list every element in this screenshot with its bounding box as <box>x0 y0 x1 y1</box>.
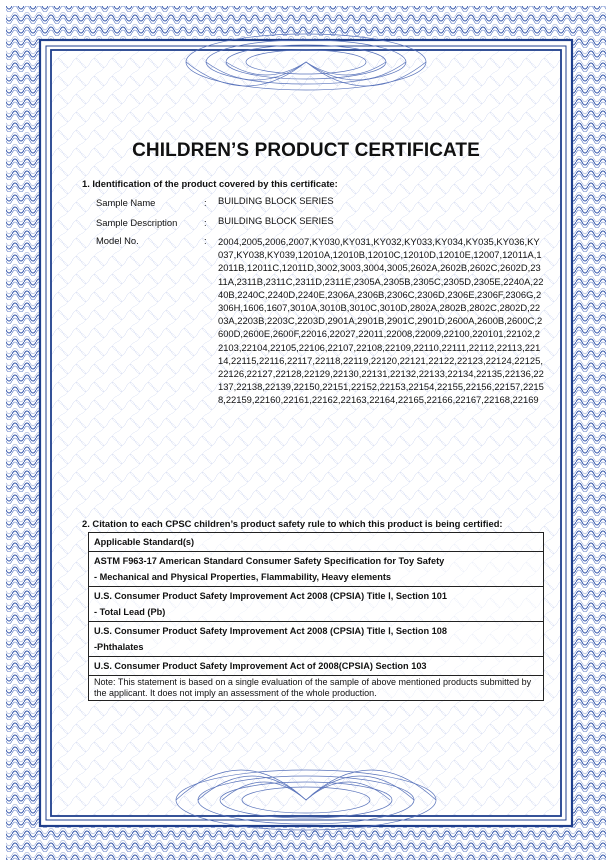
table-row <box>89 622 544 657</box>
applicable-standards-header: Applicable Standard(s) <box>94 537 195 547</box>
sample-name-label: Sample Name <box>96 197 156 208</box>
standard-cell <box>89 552 544 587</box>
model-no-label: Model No. <box>96 235 139 246</box>
standard-cell <box>89 622 544 657</box>
sample-name-colon: : <box>204 197 207 208</box>
standard-line: U.S. Consumer Product Safety Improvement Act 2008 (CPSIA) Title Ⅰ, Section 108 <box>94 626 447 636</box>
standard-subline: - Mechanical and Physical Properties, Flammability, Heavy elements <box>94 572 392 582</box>
model-no-value: 2004,2005,2006,2007,KY030,KY031,KY032,KY033,KY034,KY035,KY036,KY037,KY038,KY039,12010A,12010B,12010C,12010D,12010E,12007,12011A,12011B,12011C,12011D,3002,3003,3004,3005,2602A,2602B,2602C,2602D,2311A,2311B,2311C,2311D,2311E,2305A,2305B,2305C,2305D,2305E,2240A,2240B,2240C,2240D,2240E,2306A,2306B,2306C,2306D,2306E,2306F,2306G,2306H,1606,1607,3010A,3010B,3010C,3010D,2802A,2802B,2802C,2802D,2203A,2203B,2203C,2203D,2901A,2901B,2901C,2901D,2600A,2600B,2600C,2600D,2600E,2600F,22016,22027,22011,22008,22009,22100,220101,22102,22103,22104,22105,22106,22107,22108,22109,22110,22111,22112,22113,22114,22115,22116,22117,22118,22119,22120,22121,22122,22123,22124,22125,22126,22127,22128,22129,22130,22131,22132,22133,22134,22135,22136,22137,22138,22139,22150,22151,22152,22153,22154,22155,22156,22157,22158,22159,22160,22161,22162,22163,22164,22165,22166,22167,22168,22169 <box>218 236 544 406</box>
table-header-cell <box>89 533 544 552</box>
disclaimer-note: Note: This statement is based on a single evaluation of the sample of above mentioned products submitted by the applicant. It does not imply an assessment of the whole production. <box>94 677 532 698</box>
table-row <box>89 587 544 622</box>
model-no-colon: : <box>204 235 207 246</box>
section1-heading: 1. Identification of the product covered by this certificate: <box>82 178 338 189</box>
sample-name-value: BUILDING BLOCK SERIES <box>218 195 334 206</box>
certificate-title: CHILDREN’S PRODUCT CERTIFICATE <box>132 140 480 161</box>
standard-line: ASTM F963-17 American Standard Consumer Safety Specification for Toy Safety <box>94 556 445 566</box>
standard-cell <box>89 587 544 622</box>
note-row <box>89 676 544 701</box>
standards-table <box>88 532 544 701</box>
sample-description-colon: : <box>204 217 207 228</box>
table-row <box>89 552 544 587</box>
section2-heading: 2. Citation to each CPSC children’s product safety rule to which this product is being certified: <box>82 518 503 529</box>
table-row <box>89 657 544 676</box>
standard-line: U.S. Consumer Product Safety Improvement Act of 2008(CPSIA) Section 103 <box>94 661 427 671</box>
standard-line: U.S. Consumer Product Safety Improvement Act 2008 (CPSIA) Title Ⅰ, Section 101 <box>94 591 447 601</box>
table-header-row <box>89 533 544 552</box>
sample-description-label: Sample Description <box>96 217 178 228</box>
note-cell <box>89 676 544 701</box>
standard-cell <box>89 657 544 676</box>
standard-subline: - Total Lead (Pb) <box>94 607 166 617</box>
standard-subline: -Phthalates <box>94 642 144 652</box>
sample-description-value: BUILDING BLOCK SERIES <box>218 215 334 226</box>
